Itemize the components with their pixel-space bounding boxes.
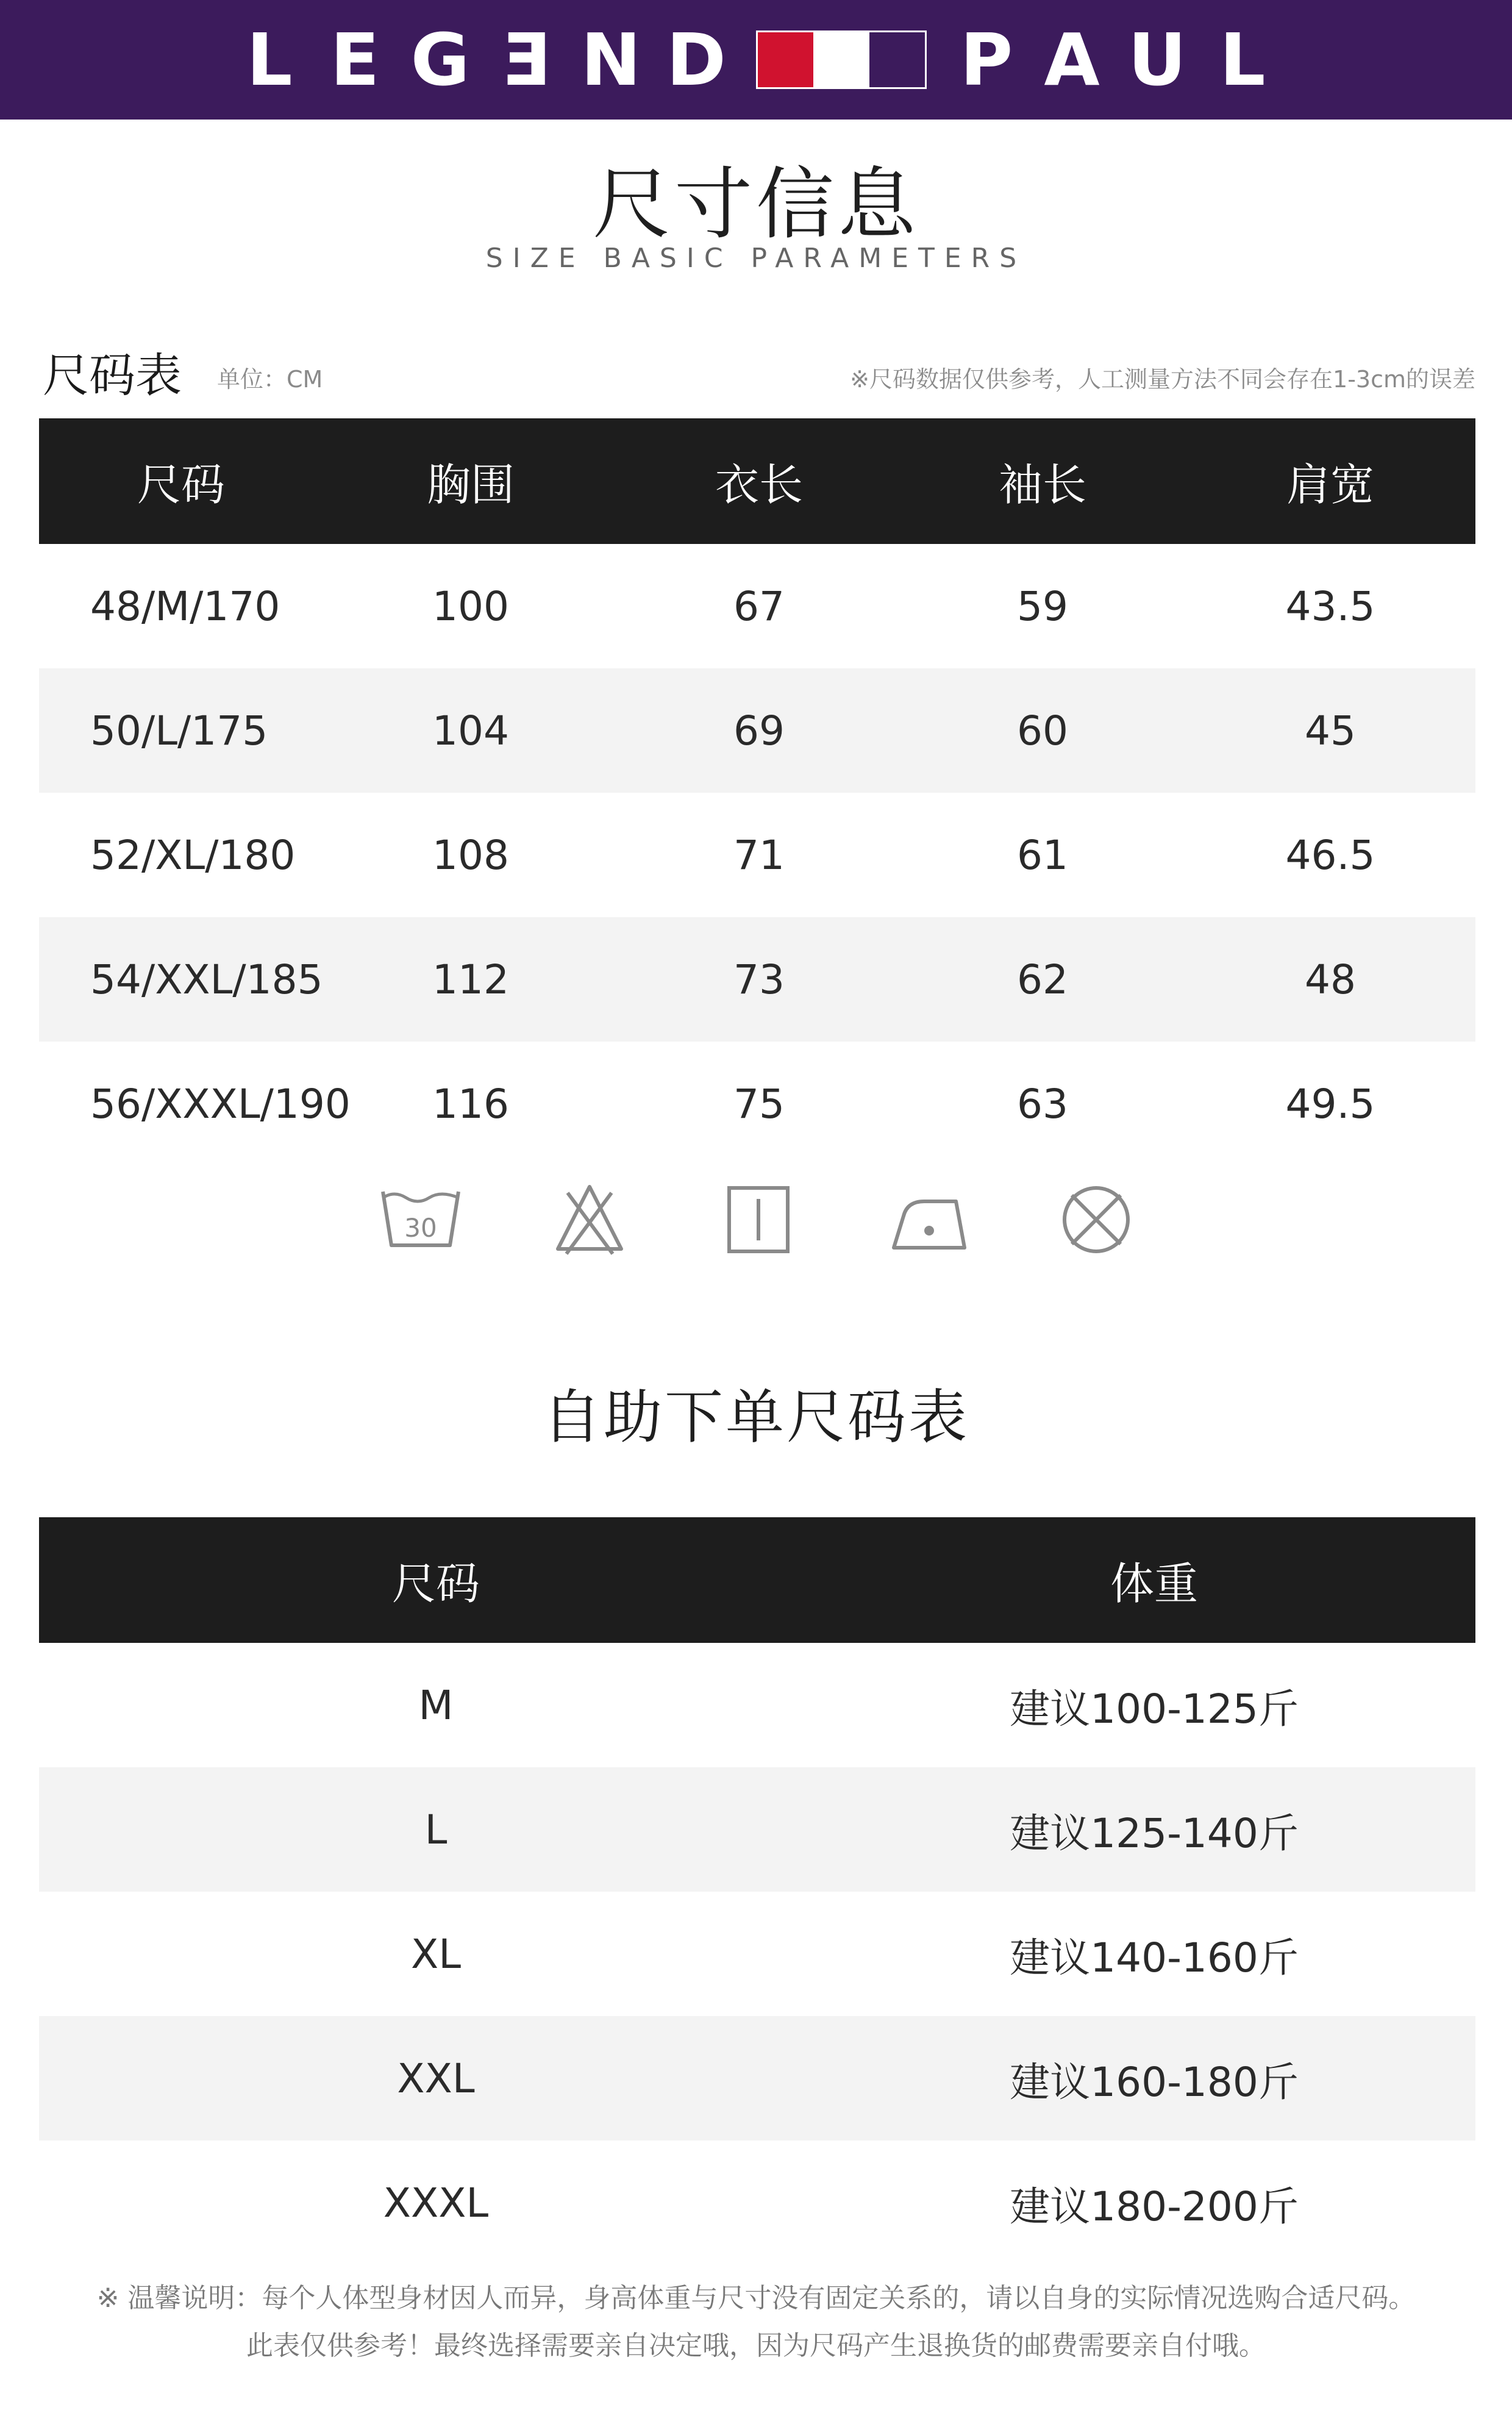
header-cell: 衣长 <box>715 459 803 510</box>
header-cell: 肩宽 <box>1286 459 1374 510</box>
table-cell: 52/XL/180 <box>90 831 296 879</box>
size-chart-heading <box>39 338 1475 406</box>
table-cell: 建议160-180斤 <box>1010 2058 1299 2106</box>
table-row <box>39 1643 1475 1767</box>
header-cell: 袖长 <box>998 459 1086 510</box>
table-cell: 62 <box>1017 956 1068 1003</box>
table-row <box>39 1892 1475 2016</box>
table-row <box>39 2016 1475 2141</box>
brand-word-right <box>944 18 1285 102</box>
table-cell: 45 <box>1305 707 1356 754</box>
table-cell: 48/M/170 <box>90 582 280 630</box>
no-bleach-icon <box>547 1177 632 1262</box>
table-header <box>39 418 1475 544</box>
table-cell: 104 <box>432 707 509 754</box>
brand-banner <box>0 0 1512 120</box>
brand-letter: D <box>666 18 726 102</box>
flag-icon <box>756 30 927 89</box>
header-cell: 体重 <box>1110 1558 1198 1609</box>
table-cell: 73 <box>733 956 785 1003</box>
brand-letter: P <box>960 18 1013 102</box>
table-cell: 建议180-200斤 <box>1010 2183 1299 2230</box>
flag-navy-stripe <box>869 32 925 87</box>
care-icons <box>0 1177 1512 1262</box>
table-cell: 59 <box>1017 582 1068 630</box>
size-chart-note: ※尺码数据仅供参考，人工测量方法不同会存在1-3cm的误差 <box>850 366 1475 393</box>
table-header <box>39 1517 1475 1643</box>
brand-letter: Ǝ <box>501 18 551 102</box>
table-cell: 46.5 <box>1285 831 1375 879</box>
table-cell: XXL <box>397 2055 475 2102</box>
page-title: 尺寸信息 <box>592 159 919 250</box>
brand-logo <box>227 18 1285 102</box>
table-cell: 69 <box>733 707 785 754</box>
table-cell: 108 <box>432 831 509 879</box>
table-cell: 建议140-160斤 <box>1010 1934 1299 1981</box>
table-row <box>39 1767 1475 1892</box>
header-cell: 胸围 <box>426 459 515 510</box>
table-cell: XXXL <box>383 2179 489 2226</box>
table-cell: 61 <box>1017 831 1068 879</box>
table-cell: 75 <box>733 1080 785 1128</box>
weight-chart-table <box>39 1517 1475 2265</box>
brand-letter: L <box>1219 18 1266 102</box>
table-row <box>39 793 1475 917</box>
table-row <box>39 544 1475 668</box>
table-cell: M <box>418 1681 454 1729</box>
iron-low-icon <box>885 1177 971 1262</box>
table-cell: 43.5 <box>1285 582 1375 630</box>
brand-letter: U <box>1128 18 1186 102</box>
table-row <box>39 1042 1475 1166</box>
table-cell: 49.5 <box>1285 1080 1375 1128</box>
table-cell: 50/L/175 <box>90 707 268 754</box>
size-chart-unit: 单位：CM <box>217 366 323 393</box>
table-row <box>39 2141 1475 2265</box>
table-cell: 116 <box>432 1080 509 1128</box>
brand-letter: N <box>580 18 641 102</box>
footnote-line-1: ※ 温馨说明：每个人体型身材因人而异，身高体重与尺寸没有固定关系的，请以自身的实际情况选购合适尺码。 <box>96 2283 1416 2314</box>
brand-letter: G <box>410 18 470 102</box>
flag-white-stripe <box>813 32 869 87</box>
table-cell: 60 <box>1017 707 1068 754</box>
table-cell: 63 <box>1017 1080 1068 1128</box>
header-cell: 尺码 <box>137 459 225 510</box>
table-cell: 48 <box>1305 956 1356 1003</box>
table-cell: 67 <box>733 582 785 630</box>
table-row <box>39 668 1475 793</box>
hang-dry-icon <box>716 1177 801 1262</box>
size-chart-title: 尺码表 <box>43 348 182 402</box>
table-cell: 56/XXXL/190 <box>90 1080 351 1128</box>
flag-red-stripe <box>758 32 813 87</box>
footnote-line-2: 此表仅供参考！最终选择需要亲自决定哦，因为尺码产生退换货的邮费需要亲自付哦。 <box>246 2330 1266 2361</box>
size-chart-table <box>39 418 1475 1166</box>
page-subtitle: SIZE BASIC PARAMETERS <box>485 243 1027 274</box>
table-cell: 71 <box>733 831 785 879</box>
brand-word-left <box>227 18 739 102</box>
table-row <box>39 917 1475 1042</box>
table-cell: 54/XXL/185 <box>90 956 323 1003</box>
wash-30-icon <box>378 1177 463 1262</box>
header-cell: 尺码 <box>391 1558 480 1609</box>
table-cell: XL <box>411 1930 461 1978</box>
table-cell: L <box>424 1806 448 1853</box>
brand-letter: L <box>246 18 293 102</box>
wash-temp-label: 30 <box>404 1213 437 1243</box>
table-cell: 建议100-125斤 <box>1010 1685 1299 1733</box>
brand-letter: A <box>1044 18 1100 102</box>
no-dry-clean-icon <box>1054 1177 1139 1262</box>
brand-letter: E <box>330 18 380 102</box>
table-cell: 112 <box>432 956 509 1003</box>
table-cell: 100 <box>432 582 509 630</box>
weight-chart-title: 自助下单尺码表 <box>543 1383 969 1451</box>
table-cell: 建议125-140斤 <box>1010 1809 1299 1857</box>
